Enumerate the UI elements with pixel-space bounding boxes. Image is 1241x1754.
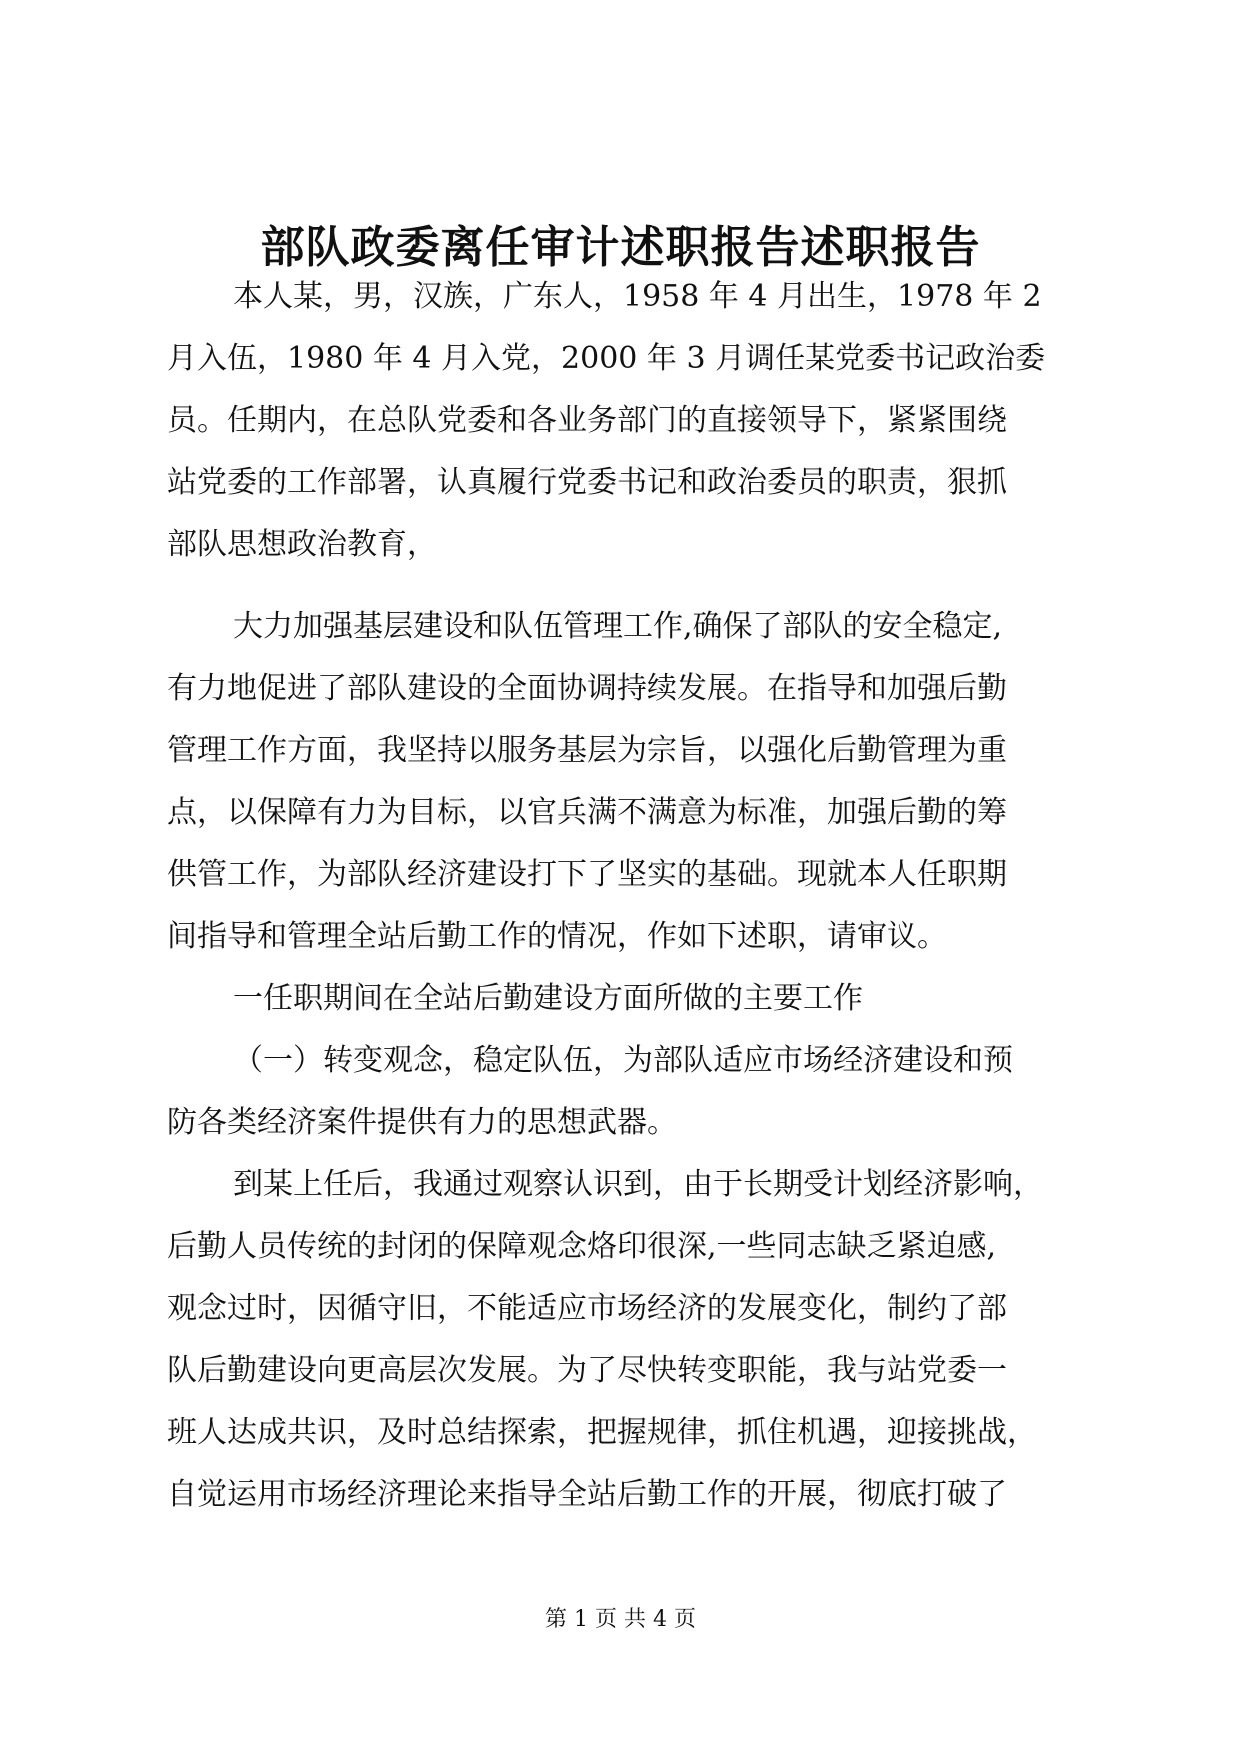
text-line: 管理工作方面，我坚持以服务基层为宗旨，以强化后勤管理为重 xyxy=(167,733,1007,768)
paragraph xyxy=(167,1154,1077,1526)
text-line: 有力地促进了部队建设的全面协调持续发展。在指导和加强后勤 xyxy=(167,671,1007,706)
text-line: 月入伍，1980 年 4 月入党，2000 年 3 月调任某党委书记政治委 xyxy=(167,341,1046,376)
text-line: 防各类经济案件提供有力的思想武器。 xyxy=(167,1105,677,1140)
section-heading xyxy=(167,968,1077,1030)
document-body xyxy=(167,266,1077,1526)
text-line: 后勤人员传统的封闭的保障观念烙印很深,一些同志缺乏紧迫感, xyxy=(167,1229,997,1264)
text-line: 间指导和管理全站后勤工作的情况，作如下述职，请审议。 xyxy=(167,919,947,954)
text-line: 点，以保障有力为目标，以官兵满不满意为标准，加强后勤的筹 xyxy=(167,795,1007,830)
text-line: 员。任期内，在总队党委和各业务部门的直接领导下，紧紧围绕 xyxy=(167,403,1007,438)
text-line: 观念过时，因循守旧，不能适应市场经济的发展变化，制约了部 xyxy=(167,1291,1007,1326)
subsection-heading xyxy=(167,1030,1077,1154)
text-line: （一）转变观念，稳定队伍，为部队适应市场经济建设和预 xyxy=(233,1043,1013,1078)
text-line: 供管工作，为部队经济建设打下了坚实的基础。现就本人任职期 xyxy=(167,857,1007,892)
text-line: 部队思想政治教育， xyxy=(167,527,437,562)
text-line: 一任职期间在全站后勤建设方面所做的主要工作 xyxy=(233,981,863,1016)
page-footer: 第 1 页 共 4 页 xyxy=(545,1607,696,1632)
text-line: 大力加强基层建设和队伍管理工作,确保了部队的安全稳定, xyxy=(233,609,1003,644)
text-line: 班人达成共识，及时总结探索，把握规律，抓住机遇，迎接挑战， xyxy=(167,1415,1037,1450)
paragraph xyxy=(167,596,1077,968)
document-title: 部队政委离任审计述职报告述职报告 xyxy=(260,222,981,273)
text-line: 站党委的工作部署，认真履行党委书记和政治委员的职责，狠抓 xyxy=(167,465,1007,500)
text-line: 自觉运用市场经济理论来指导全站后勤工作的开展，彻底打破了 xyxy=(167,1477,1007,1512)
text-line: 到某上任后，我通过观察认识到，由于长期受计划经济影响， xyxy=(233,1167,1043,1202)
text-line: 本人某，男，汉族，广东人，1958 年 4 月出生，1978 年 2 xyxy=(233,279,1042,314)
text-line: 队后勤建设向更高层次发展。为了尽快转变职能，我与站党委一 xyxy=(167,1353,1007,1388)
paragraph xyxy=(167,266,1077,576)
